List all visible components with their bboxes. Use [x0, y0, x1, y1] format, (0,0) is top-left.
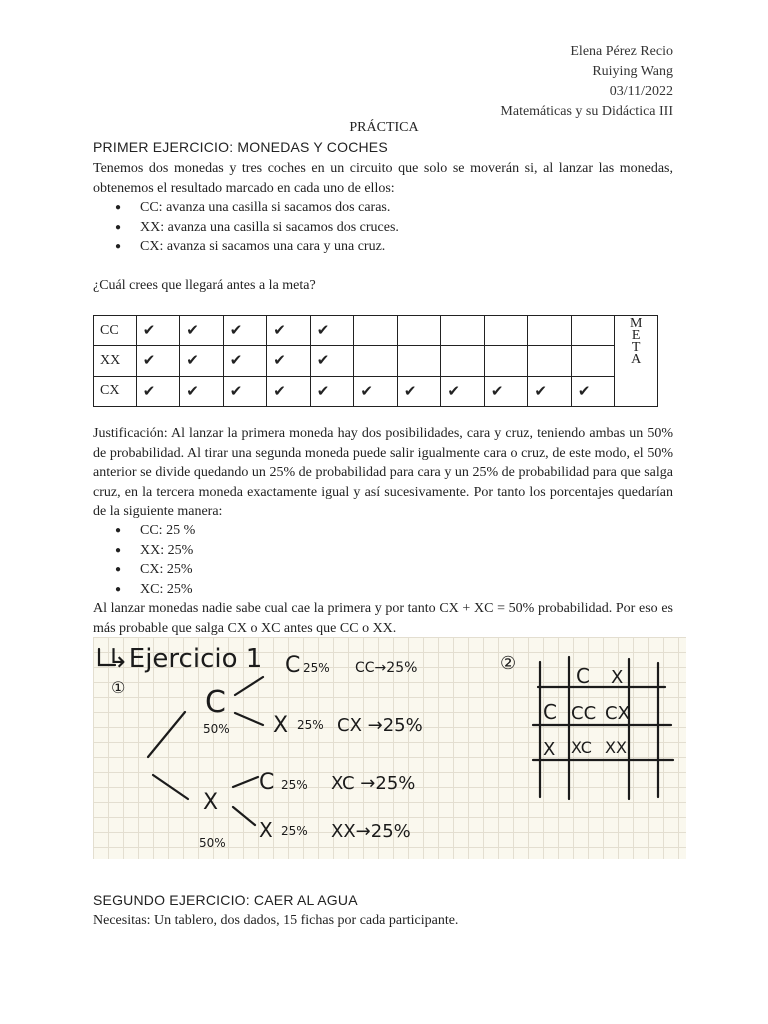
branch-leaf: X [259, 818, 273, 842]
exercise-1-intro: Tenemos dos monedas y tres coches en un circuito que solo se moverán si, al lanzar las monedas, obtenemos el resultado marcado en cada uno de ellos: [93, 161, 673, 196]
branch-pct: 25% [303, 661, 330, 675]
branch-result: CC→25% [355, 660, 418, 676]
race-cell: ✔ [223, 316, 267, 346]
race-cell: ✔ [397, 376, 441, 406]
race-cell: ✔ [441, 376, 485, 406]
goal-letter: E [631, 328, 641, 343]
percentage-item: ● XX: 25% [93, 541, 195, 561]
grid-cell: CX [605, 703, 630, 724]
probability-50-a: 50% [203, 722, 230, 736]
conclusion: Al lanzar monedas nadie sabe cual cae la primera y por tanto CX + XC = 50% probabilidad. Por eso es más probable que salga CX o XC antes que CC o XX. [93, 601, 673, 636]
tree-root-x: X [203, 790, 219, 815]
race-cell [571, 346, 615, 376]
course-name: Matemáticas y su Didáctica III [500, 104, 673, 119]
percentage-item: ● CC: 25 % [93, 521, 195, 541]
grid-row-head: X [543, 739, 556, 760]
race-row [94, 346, 658, 376]
grid-row-head: C [543, 700, 557, 724]
race-row-label: CX [94, 376, 137, 406]
race-cell: ✔ [180, 376, 224, 406]
tree-root-c: C [205, 685, 226, 720]
handwritten-notes-drawing [93, 637, 686, 859]
race-cell: ✔ [267, 376, 311, 406]
race-cell: ✔ [267, 346, 311, 376]
exercise-1-rules [93, 198, 399, 257]
grid-cell: XC [571, 738, 592, 757]
branch-result: XX→25% [331, 821, 411, 842]
race-cell [354, 346, 398, 376]
marker-2: ② [500, 653, 517, 674]
race-cell [528, 316, 572, 346]
date: 03/11/2022 [609, 84, 673, 99]
goal-cell [615, 316, 658, 407]
branch-leaf: C [285, 653, 301, 678]
race-cell: ✔ [180, 346, 224, 376]
handwritten-notes-image [93, 637, 686, 859]
branch-result: CX →25% [337, 715, 423, 736]
race-cell [441, 316, 485, 346]
race-cell [571, 316, 615, 346]
race-cell: ✔ [354, 376, 398, 406]
race-cell: ✔ [310, 346, 354, 376]
race-cell: ✔ [484, 376, 528, 406]
marker-1: ① [111, 678, 126, 697]
grid-cell: XX [605, 738, 627, 757]
goal-letter: A [631, 352, 642, 367]
exercise-1-question: ¿Cuál crees que llegará antes a la meta? [93, 278, 316, 293]
race-cell [397, 346, 441, 376]
justification: Justificación: Al lanzar la primera moneda hay dos posibilidades, cara y cruz, teniendo ambas un 50% de probabilidad. Al tirar una segunda moneda puede salir igualmente cara o cruz, de este modo, el 50% anterior se divide quedando un 25% de probabilidad para cara y un 25% de probabilidad para que salga cruz, en la tercera moneda exactamente igual y así sucesivamente. Por tanto los porcentajes quedarían de la siguiente manera: [93, 426, 673, 519]
percentages-list [93, 521, 195, 599]
race-cell: ✔ [223, 376, 267, 406]
race-cell: ✔ [136, 376, 180, 406]
race-table [93, 315, 658, 407]
branch-pct: 25% [281, 778, 308, 792]
goal-letter: T [631, 340, 641, 355]
probability-50-b: 50% [199, 836, 226, 850]
percentage-item: ● CX: 25% [93, 560, 195, 580]
race-row-label: CC [94, 316, 137, 346]
race-cell [484, 346, 528, 376]
grid-col-head: C [576, 664, 590, 688]
race-cell [528, 346, 572, 376]
grid-col-head: X [611, 667, 624, 688]
race-cell: ✔ [136, 346, 180, 376]
race-cell [354, 316, 398, 346]
author-2: Ruiying Wang [592, 64, 673, 79]
author-1: Elena Pérez Recio [570, 44, 673, 59]
handwritten-title: ↳Ejercicio 1 [107, 644, 263, 674]
document-title: PRÁCTICA [349, 120, 419, 135]
branch-pct: 25% [297, 718, 324, 732]
race-row [94, 316, 658, 346]
race-cell: ✔ [223, 346, 267, 376]
grid-cell: CC [571, 703, 597, 724]
race-cell [484, 316, 528, 346]
exercise-2-needs: Necesitas: Un tablero, dos dados, 15 fichas por cada participante. [93, 913, 459, 928]
race-cell [397, 316, 441, 346]
race-row [94, 376, 658, 406]
race-cell: ✔ [310, 316, 354, 346]
race-cell: ✔ [571, 376, 615, 406]
percentage-item: ● XC: 25% [93, 580, 195, 600]
branch-pct: 25% [281, 824, 308, 838]
race-cell: ✔ [180, 316, 224, 346]
document-header [500, 42, 673, 122]
rule-item: ● CX: avanza si sacamos una cara y una cruz. [93, 237, 399, 257]
rule-item: ● XX: avanza una casilla si sacamos dos cruces. [93, 218, 399, 238]
race-cell: ✔ [267, 316, 311, 346]
race-cell: ✔ [528, 376, 572, 406]
branch-result: XC →25% [331, 773, 416, 794]
race-cell: ✔ [136, 316, 180, 346]
branch-leaf: X [273, 713, 289, 738]
exercise-1-heading: PRIMER EJERCICIO: MONEDAS Y COCHES [93, 139, 388, 155]
branch-leaf: C [259, 770, 275, 795]
rule-item: ● CC: avanza una casilla si sacamos dos caras. [93, 198, 399, 218]
race-row-label: XX [94, 346, 137, 376]
race-cell [441, 346, 485, 376]
goal-letter: M [629, 316, 643, 331]
race-cell: ✔ [310, 376, 354, 406]
exercise-2-heading: SEGUNDO EJERCICIO: CAER AL AGUA [93, 892, 358, 908]
